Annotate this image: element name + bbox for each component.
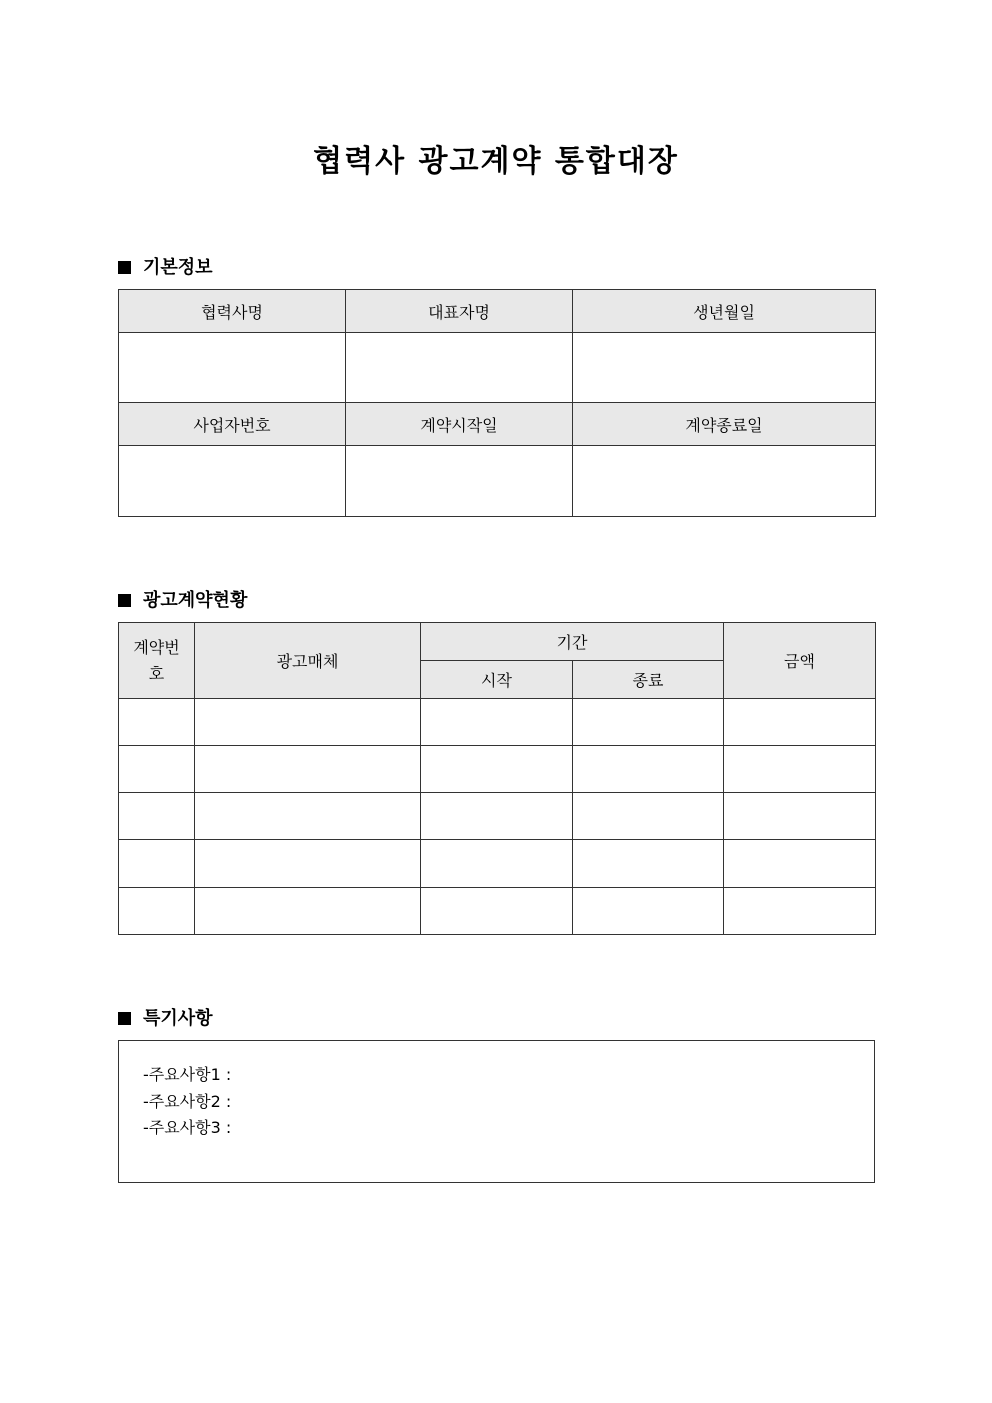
header-contract-number-line2: 호 xyxy=(148,663,165,683)
table-row xyxy=(119,699,876,746)
field-contract-start-date[interactable] xyxy=(346,446,573,517)
remark-line-2: -주요사항2 : xyxy=(143,1092,232,1111)
basic-info-table xyxy=(118,289,876,517)
cell-contract-number[interactable] xyxy=(119,793,195,840)
header-representative-name: 대표자명 xyxy=(346,290,573,333)
cell-ad-media[interactable] xyxy=(195,840,421,888)
remarks-box[interactable] xyxy=(118,1040,875,1183)
field-representative-name[interactable] xyxy=(346,333,573,403)
cell-ad-media[interactable] xyxy=(195,699,421,746)
cell-contract-number[interactable] xyxy=(119,746,195,793)
field-contract-end-date[interactable] xyxy=(573,446,876,517)
contracts-table xyxy=(118,622,876,935)
cell-end[interactable] xyxy=(573,888,724,935)
square-bullet-icon xyxy=(118,261,131,274)
cell-start[interactable] xyxy=(421,699,573,746)
section-basic-info-heading xyxy=(118,253,213,279)
section-remarks-label: 특기사항 xyxy=(143,1008,213,1029)
square-bullet-icon xyxy=(118,1012,131,1025)
cell-end[interactable] xyxy=(573,840,724,888)
table-row xyxy=(119,888,876,935)
field-partner-name[interactable] xyxy=(119,333,346,403)
header-contract-start-date: 계약시작일 xyxy=(346,403,573,446)
cell-ad-media[interactable] xyxy=(195,746,421,793)
cell-amount[interactable] xyxy=(724,699,876,746)
cell-end[interactable] xyxy=(573,699,724,746)
header-contract-number xyxy=(119,623,195,699)
header-amount: 금액 xyxy=(724,623,876,699)
header-period-end: 종료 xyxy=(573,661,724,699)
page-title: 협력사 광고계약 통합대장 xyxy=(313,144,679,179)
remark-line-1: -주요사항1 : xyxy=(143,1065,232,1084)
header-business-number: 사업자번호 xyxy=(119,403,346,446)
cell-start[interactable] xyxy=(421,793,573,840)
cell-amount[interactable] xyxy=(724,888,876,935)
cell-amount[interactable] xyxy=(724,746,876,793)
header-ad-media: 광고매체 xyxy=(195,623,421,699)
cell-amount[interactable] xyxy=(724,793,876,840)
cell-contract-number[interactable] xyxy=(119,840,195,888)
table-row xyxy=(119,840,876,888)
cell-ad-media[interactable] xyxy=(195,888,421,935)
header-contract-number-line1: 계약번 xyxy=(133,637,180,657)
cell-start[interactable] xyxy=(421,888,573,935)
table-row xyxy=(119,793,876,840)
cell-ad-media[interactable] xyxy=(195,793,421,840)
section-basic-info-label: 기본정보 xyxy=(143,257,213,278)
field-business-number[interactable] xyxy=(119,446,346,517)
cell-start[interactable] xyxy=(421,840,573,888)
table-row xyxy=(119,746,876,793)
header-birth-date: 생년월일 xyxy=(573,290,876,333)
cell-start[interactable] xyxy=(421,746,573,793)
section-contracts-heading xyxy=(118,586,247,612)
cell-amount[interactable] xyxy=(724,840,876,888)
header-partner-name: 협력사명 xyxy=(119,290,346,333)
section-contracts-label: 광고계약현황 xyxy=(143,590,248,611)
cell-end[interactable] xyxy=(573,746,724,793)
header-period: 기간 xyxy=(421,623,724,661)
section-remarks-heading xyxy=(118,1004,213,1030)
remark-line-3: -주요사항3 : xyxy=(143,1118,232,1137)
header-contract-end-date: 계약종료일 xyxy=(573,403,876,446)
cell-contract-number[interactable] xyxy=(119,888,195,935)
cell-end[interactable] xyxy=(573,793,724,840)
field-birth-date[interactable] xyxy=(573,333,876,403)
cell-contract-number[interactable] xyxy=(119,699,195,746)
header-period-start: 시작 xyxy=(421,661,573,699)
square-bullet-icon xyxy=(118,594,131,607)
